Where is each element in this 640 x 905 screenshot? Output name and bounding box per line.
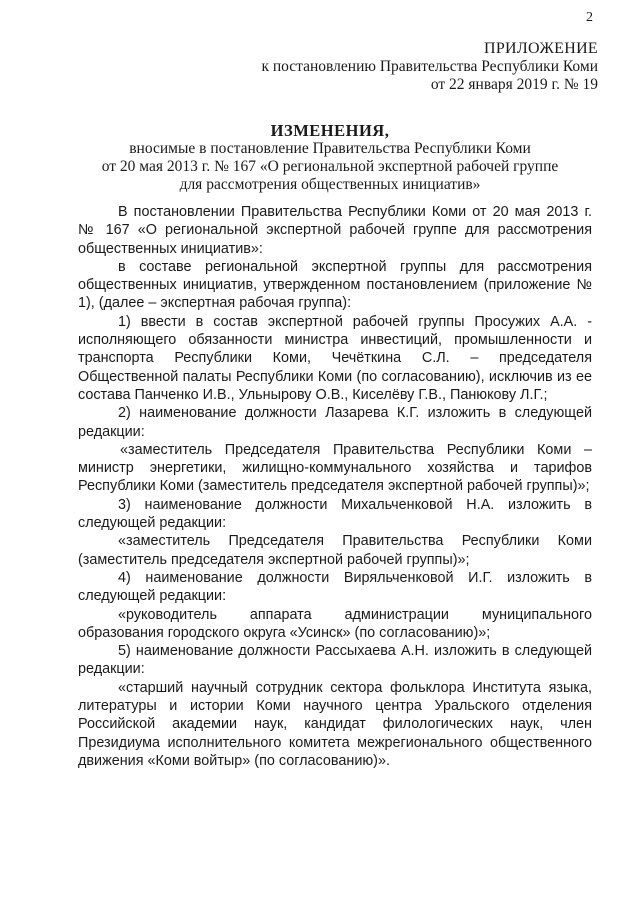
title-line-1: вносимые в постановление Правительства Республики Коми — [129, 140, 531, 157]
document-body — [78, 203, 592, 770]
paragraph-item-4: 4) наименование должности Виряльченковой И.Г. изложить в следующей редакции: — [78, 569, 592, 605]
appendix-reference: к постановлению Правительства Республики Коми — [261, 58, 598, 75]
paragraph-item-3-text: «заместитель Председателя Правительства Республики Коми (заместитель председателя экспертной рабочей группы)»; — [78, 533, 592, 568]
title-line-2: от 20 мая 2013 г. № 167 «О региональной экспертной рабочей группе — [101, 158, 559, 175]
appendix-title: ПРИЛОЖЕНИЕ — [483, 40, 598, 57]
appendix-block — [198, 40, 598, 94]
paragraph-item-5: 5) наименование должности Рассыхаева А.Н. изложить в следующей редакции: — [78, 643, 592, 678]
paragraph-item-3: 3) наименование должности Михальченковой Н.А. изложить в следующей редакции: — [78, 496, 592, 532]
page-number: 2 — [586, 10, 593, 25]
appendix-date: от 22 января 2019 г. № 19 — [430, 76, 598, 93]
paragraph-item-2: 2) наименование должности Лазарева К.Г. изложить в следующей редакции: — [78, 405, 592, 440]
paragraph-composition: в составе региональной экспертной группы для рассмотрения общественных инициатив, утвержденном постановлением (приложение № 1), (далее – экспертная рабочая группа): — [78, 258, 592, 312]
paragraph-item-2-text: «заместитель Председателя Правительства Республики Коми – министр энергетики, жилищно-коммунального хозяйства и тарифов Республики Коми (заместитель председателя экспертной рабочей группы)»; — [78, 441, 592, 495]
paragraph-intro: В постановлении Правительства Республики Коми от 20 мая 2013 г. № 167 «О региональной экспертной рабочей группе для рассмотрения общественных инициатив»: — [78, 204, 592, 257]
paragraph-item-5-text: «старший научный сотрудник сектора фольклора Института языка, литературы и истории Коми научного центра Уральского отделения Российской академии наук, кандидат филологических наук, член Президиума исполнительного комитета межрегионального общественного движения «Коми войтыр» (по согласованию)». — [78, 679, 592, 769]
title-line-3: для рассмотрения общественных инициатив» — [179, 176, 481, 193]
title-heading: ИЗМЕНЕНИЯ, — [270, 121, 390, 140]
paragraph-item-1: 1) ввести в состав экспертной рабочей группы Просужих А.А. - исполняющего обязанности министра инвестиций, промышленности и транспорта Республики Коми, Чечёткина С.Л. – председателя Общественной палаты Республики Коми (по согласованию), исключив из ее состава Панченко И.В., Ульнырову О.В., Киселёву Г.В., Панюкову Л.Г.; — [78, 313, 592, 403]
document-title — [0, 122, 640, 194]
paragraph-item-4-text: «руководитель аппарата администрации муниципального образования городского округа «Усинск» (по согласованию)»; — [78, 606, 592, 641]
